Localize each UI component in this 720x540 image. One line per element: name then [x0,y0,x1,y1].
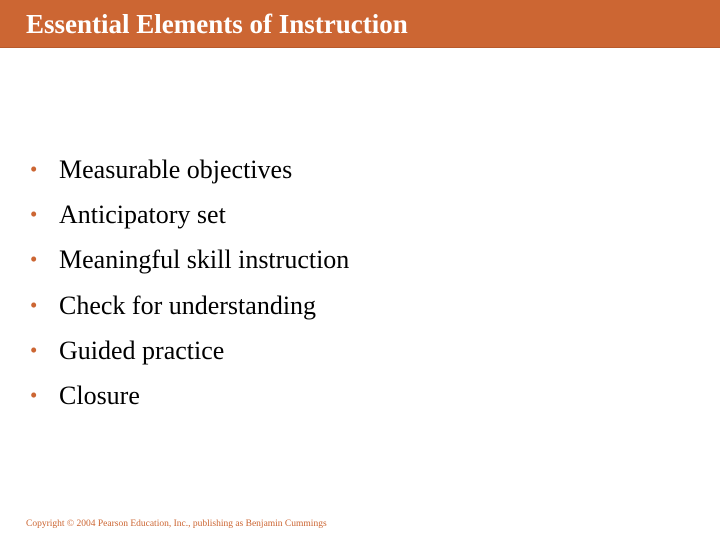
bullet-icon: • [30,202,38,227]
bullet-item [30,283,690,328]
copyright-footer: Copyright © 2004 Pearson Education, Inc., publishing as Benjamin Cummings [26,519,327,529]
bullet-item [30,328,690,373]
bullet-list [30,147,690,418]
bullet-text: Meaningful skill instruction [59,245,350,275]
bullet-text: Closure [59,380,140,410]
bullet-item [30,192,690,237]
bullet-icon: • [30,157,38,181]
slide-title: Essential Elements of Instruction [26,9,408,39]
bullet-icon: • [30,292,38,317]
bullet-text: Check for understanding [59,290,317,320]
bullet-text: Anticipatory set [59,200,226,230]
bullet-icon: • [30,247,38,272]
bullet-text: Measurable objectives [59,155,293,184]
bullet-icon: • [30,382,38,407]
bullet-item [30,373,690,418]
bullet-item [30,147,690,192]
title-bar [0,0,720,48]
bullet-icon: • [30,337,38,362]
bullet-item [30,237,690,282]
bullet-text: Guided practice [59,335,225,365]
